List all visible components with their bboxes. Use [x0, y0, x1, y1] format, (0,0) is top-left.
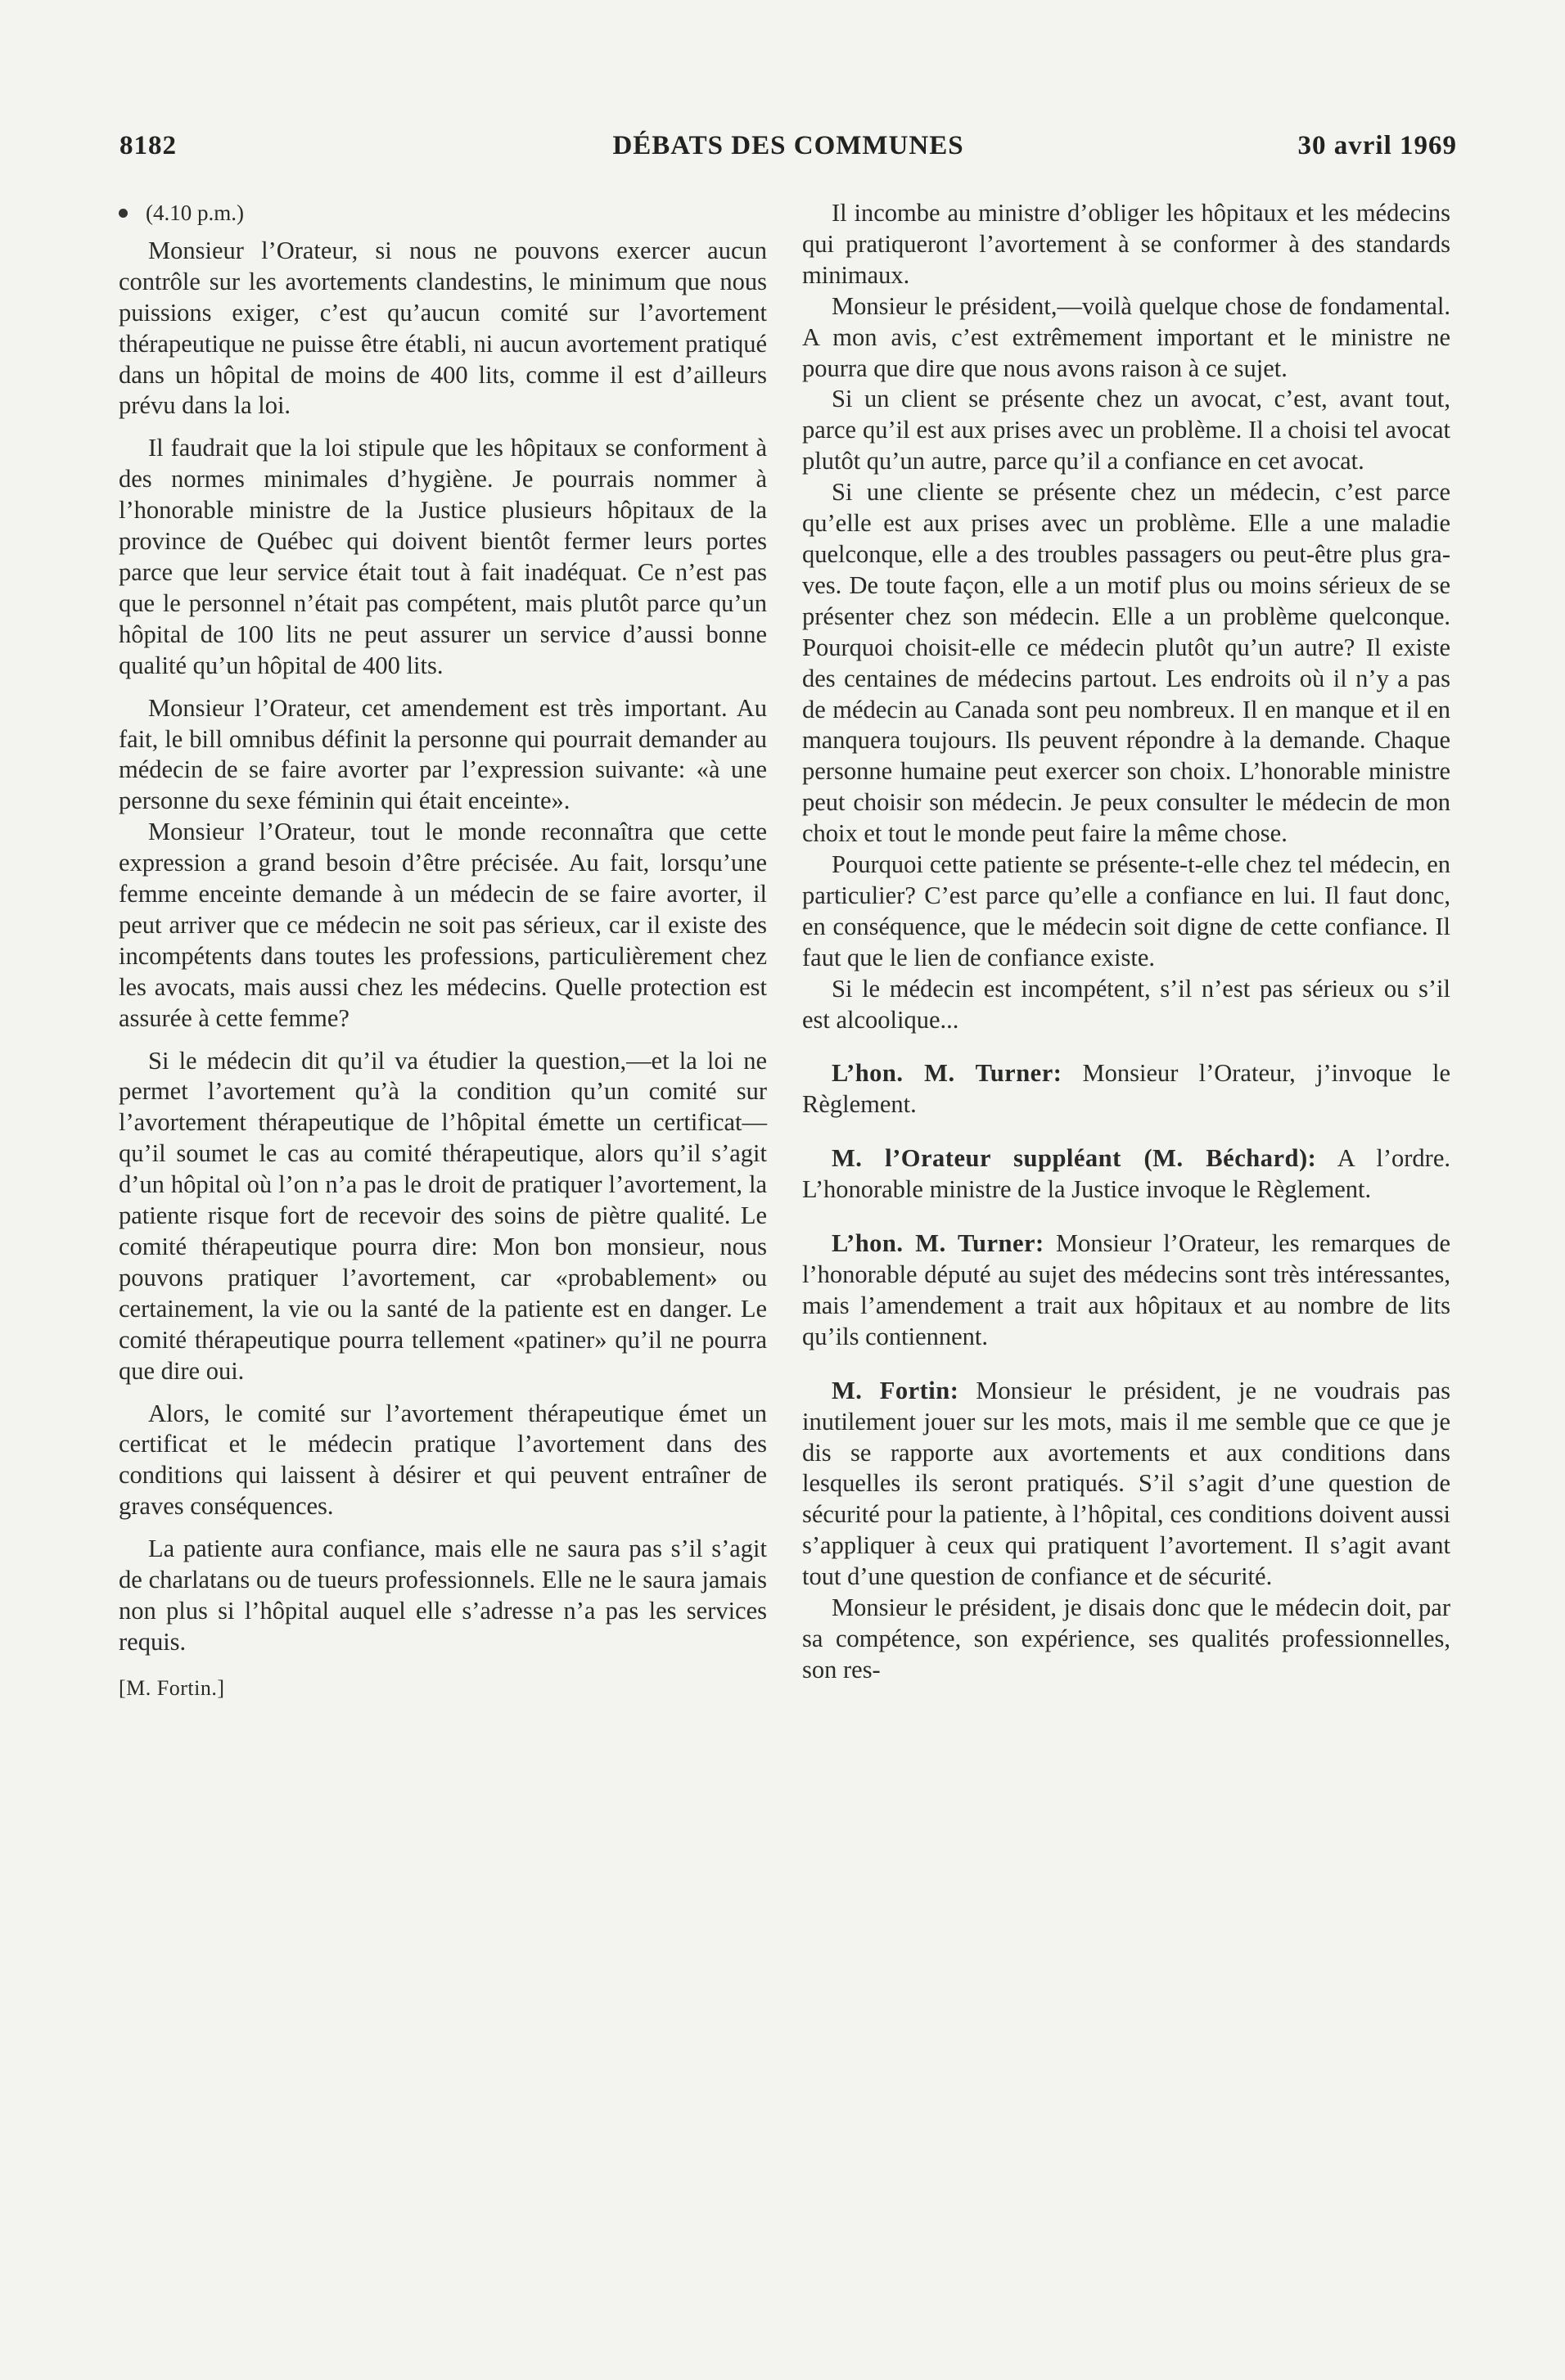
paragraph: Il faudrait que la loi stipule que les hôpitaux se conforment à des normes minimales d’hygiène. Je pourrais nommer à l’honorable ministre de la Justice plusieurs hôpitaux de la province de Québec qui doivent bientôt fermer leurs portes parce que leur service était tout à fait inadéquat. Ce n’est pas que le personnel n’était pas compétent, mais plutôt parce qu’un hôpital de 100 lits ne peut assurer un service d’aussi bonne qualité qu’un hôpital de 400 lits. — [119, 434, 767, 679]
speaker-continuation-tag: [M. Fortin.] — [119, 1675, 225, 1700]
right-column — [802, 198, 1450, 1686]
speaker-name: M. l’Orateur suppléant (M. Béchard): — [832, 1144, 1317, 1173]
paragraph: Monsieur le président, je disais donc que le médecin doit, par sa compétence, son expérience, ses qualités professionnelles, son res- — [802, 1593, 1450, 1684]
speaker-name: L’hon. M. Turner: — [832, 1229, 1044, 1258]
timestamp — [119, 198, 767, 229]
paragraph: La patiente aura confiance, mais elle ne saura pas s’il s’agit de charlatans ou de tueurs professionnels. Elle ne le saura jamais non plus si l’hôpital auquel elle s’adresse n’a pas les services requis. — [119, 1535, 767, 1656]
paragraph: Alors, le comité sur l’avortement thérapeutique émet un certificat et le médecin pratique l’avortement dans des conditions qui laissent à désirer et qui peuvent entraîner de graves conséquences. — [119, 1399, 767, 1521]
exchange-paragraph — [802, 1143, 1450, 1206]
paragraph: Si le médecin est incompétent, s’il n’est pas sérieux ou s’il est alcoolique... — [802, 974, 1450, 1034]
speech-text: Monsieur l’Orateur, les remarques de l’honorable député au sujet des médecins sont très intéressantes, mais l’amendement a trait aux hôpitaux et au nombre de lits qu’ils contiennent. — [802, 1229, 1450, 1350]
speaker-name: M. Fortin: — [832, 1376, 959, 1404]
speaker-name: L’hon. M. Turner: — [832, 1059, 1062, 1088]
timestamp-text: (4.10 p.m.) — [146, 201, 244, 225]
sitting-date: 30 avril 1969 — [1297, 131, 1457, 160]
paragraph: Il incombe au ministre d’obliger les hôpitaux et les médecins qui pratiqueront l’avortement à se conformer à des standards minimaux. — [802, 199, 1450, 289]
speech-text: Monsieur l’Orateur, j’invoque le Règlement. — [802, 1059, 1450, 1119]
bullet-icon — [119, 209, 128, 218]
exchange-paragraph — [802, 1376, 1450, 1593]
paragraph: Si un client se présente chez un avocat, c’est, avant tout, parce qu’il est aux prises avec un problème. Il a choisi tel avocat plutôt qu’un autre, parce qu’il a confiance en cet avocat. — [802, 385, 1450, 476]
paragraph: Si une cliente se présente chez un médecin, c’est parce qu’elle est aux prises avec un problème. Elle a une maladie quelconque, elle a des troubles passagers ou peut-être plus graves. De toute façon, elle a un motif plus ou moins sérieux de se présenter chez son médecin. Elle a un problème quelconque. Pourquoi choisit-elle ce médecin plutôt qu’un autre? Il existe des centaines de médecins partout. Les endroits où il n’y a pas de médecin au Canada sont peu nombreux. Il en manque et il en manquera toujours. Ils peuvent répondre à la demande. Chaque personne humaine peut exercer son choix. L’honorable ministre peut choisir son médecin. Je peux consulter le médecin de mon choix et tout le monde peut faire la même chose. — [802, 478, 1450, 848]
publication-title: DÉBATS DES COMMUNES — [612, 131, 964, 160]
exchange-paragraph — [802, 1058, 1450, 1120]
paragraph: Monsieur l’Orateur, tout le monde reconnaîtra que cette expression a grand besoin d’être précisée. Au fait, lorsqu’une femme enceinte demande à un médecin de se faire avorter, il peut arriver que ce médecin ne soit pas sérieux, car il existe des incompétents dans toutes les professions, particulièrement chez les avocats, mais aussi chez les médecins. Quelle protection est assurée à cette femme? — [119, 818, 767, 1032]
paragraph: Pourquoi cette patiente se présente-t-elle chez tel médecin, en particulier? C’est parce qu’elle a confiance en lui. Il faut donc, en conséquence, que le médecin soit digne de cette confiance. Il faut que le lien de confiance existe. — [802, 850, 1450, 971]
page-header — [120, 131, 1457, 172]
page-number: 8182 — [120, 131, 177, 160]
left-column — [119, 198, 767, 1704]
paragraph: Monsieur l’Orateur, si nous ne pouvons exercer aucun contrôle sur les avortements clandestins, le minimum que nous puissions exiger, c’est qu’aucun comité sur l’avortement thérapeutique ne puisse être établi, ni aucun avortement pratiqué dans un hôpital de moins de 400 lits, comme il est d’ailleurs prévu dans la loi. — [119, 236, 767, 420]
speech-text: A l’ordre. L’honorable ministre de la Justice invoque le Règlement. — [802, 1144, 1450, 1204]
speech-text: Monsieur le président, je ne voudrais pas inutilement jouer sur les mots, mais il me semble que ce que je dis se rapporte aux avortements et aux conditions dans lesquelles ils seront pratiqués. S’il s’agit d’une question de sécurité pour la patiente, à l’hôpital, ces conditions doivent aussi s’appliquer à ceux qui pratiquent l’avortement. Il s’agit avant tout d’une question de confiance et de sécurité. — [802, 1376, 1450, 1591]
paragraph: Monsieur l’Orateur, cet amendement est très important. Au fait, le bill omnibus définit la personne qui pourrait demander au médecin de se faire avorter par l’expression suivante: «à une personne du sexe féminin qui était enceinte». — [119, 693, 767, 815]
paragraph: Monsieur le président,—voilà quelque chose de fondamental. A mon avis, c’est extrêmement important et le ministre ne pourra que dire que nous avons raison à ce sujet. — [802, 291, 1450, 382]
paragraph: Si le médecin dit qu’il va étudier la question,—et la loi ne permet l’avortement qu’à la condition qu’un comité sur l’avortement thérapeutique de l’hôpital émette un certificat—qu’il soumet le cas au comité thérapeutique, alors qu’il s’agit d’un hôpital où l’on n’a pas le droit de pratiquer l’avortement, la patiente risque fort de recevoir des soins de piètre qualité. Le comité thérapeutique pourra dire: Mon bon monsieur, nous pouvons pratiquer l’avortement, car «probablement» ou certainement, la vie ou la santé de la patiente est en danger. Le comité thérapeutique pourra tellement «patiner» qu’il ne pourra que dire oui. — [119, 1046, 767, 1385]
exchange-paragraph — [802, 1228, 1450, 1353]
